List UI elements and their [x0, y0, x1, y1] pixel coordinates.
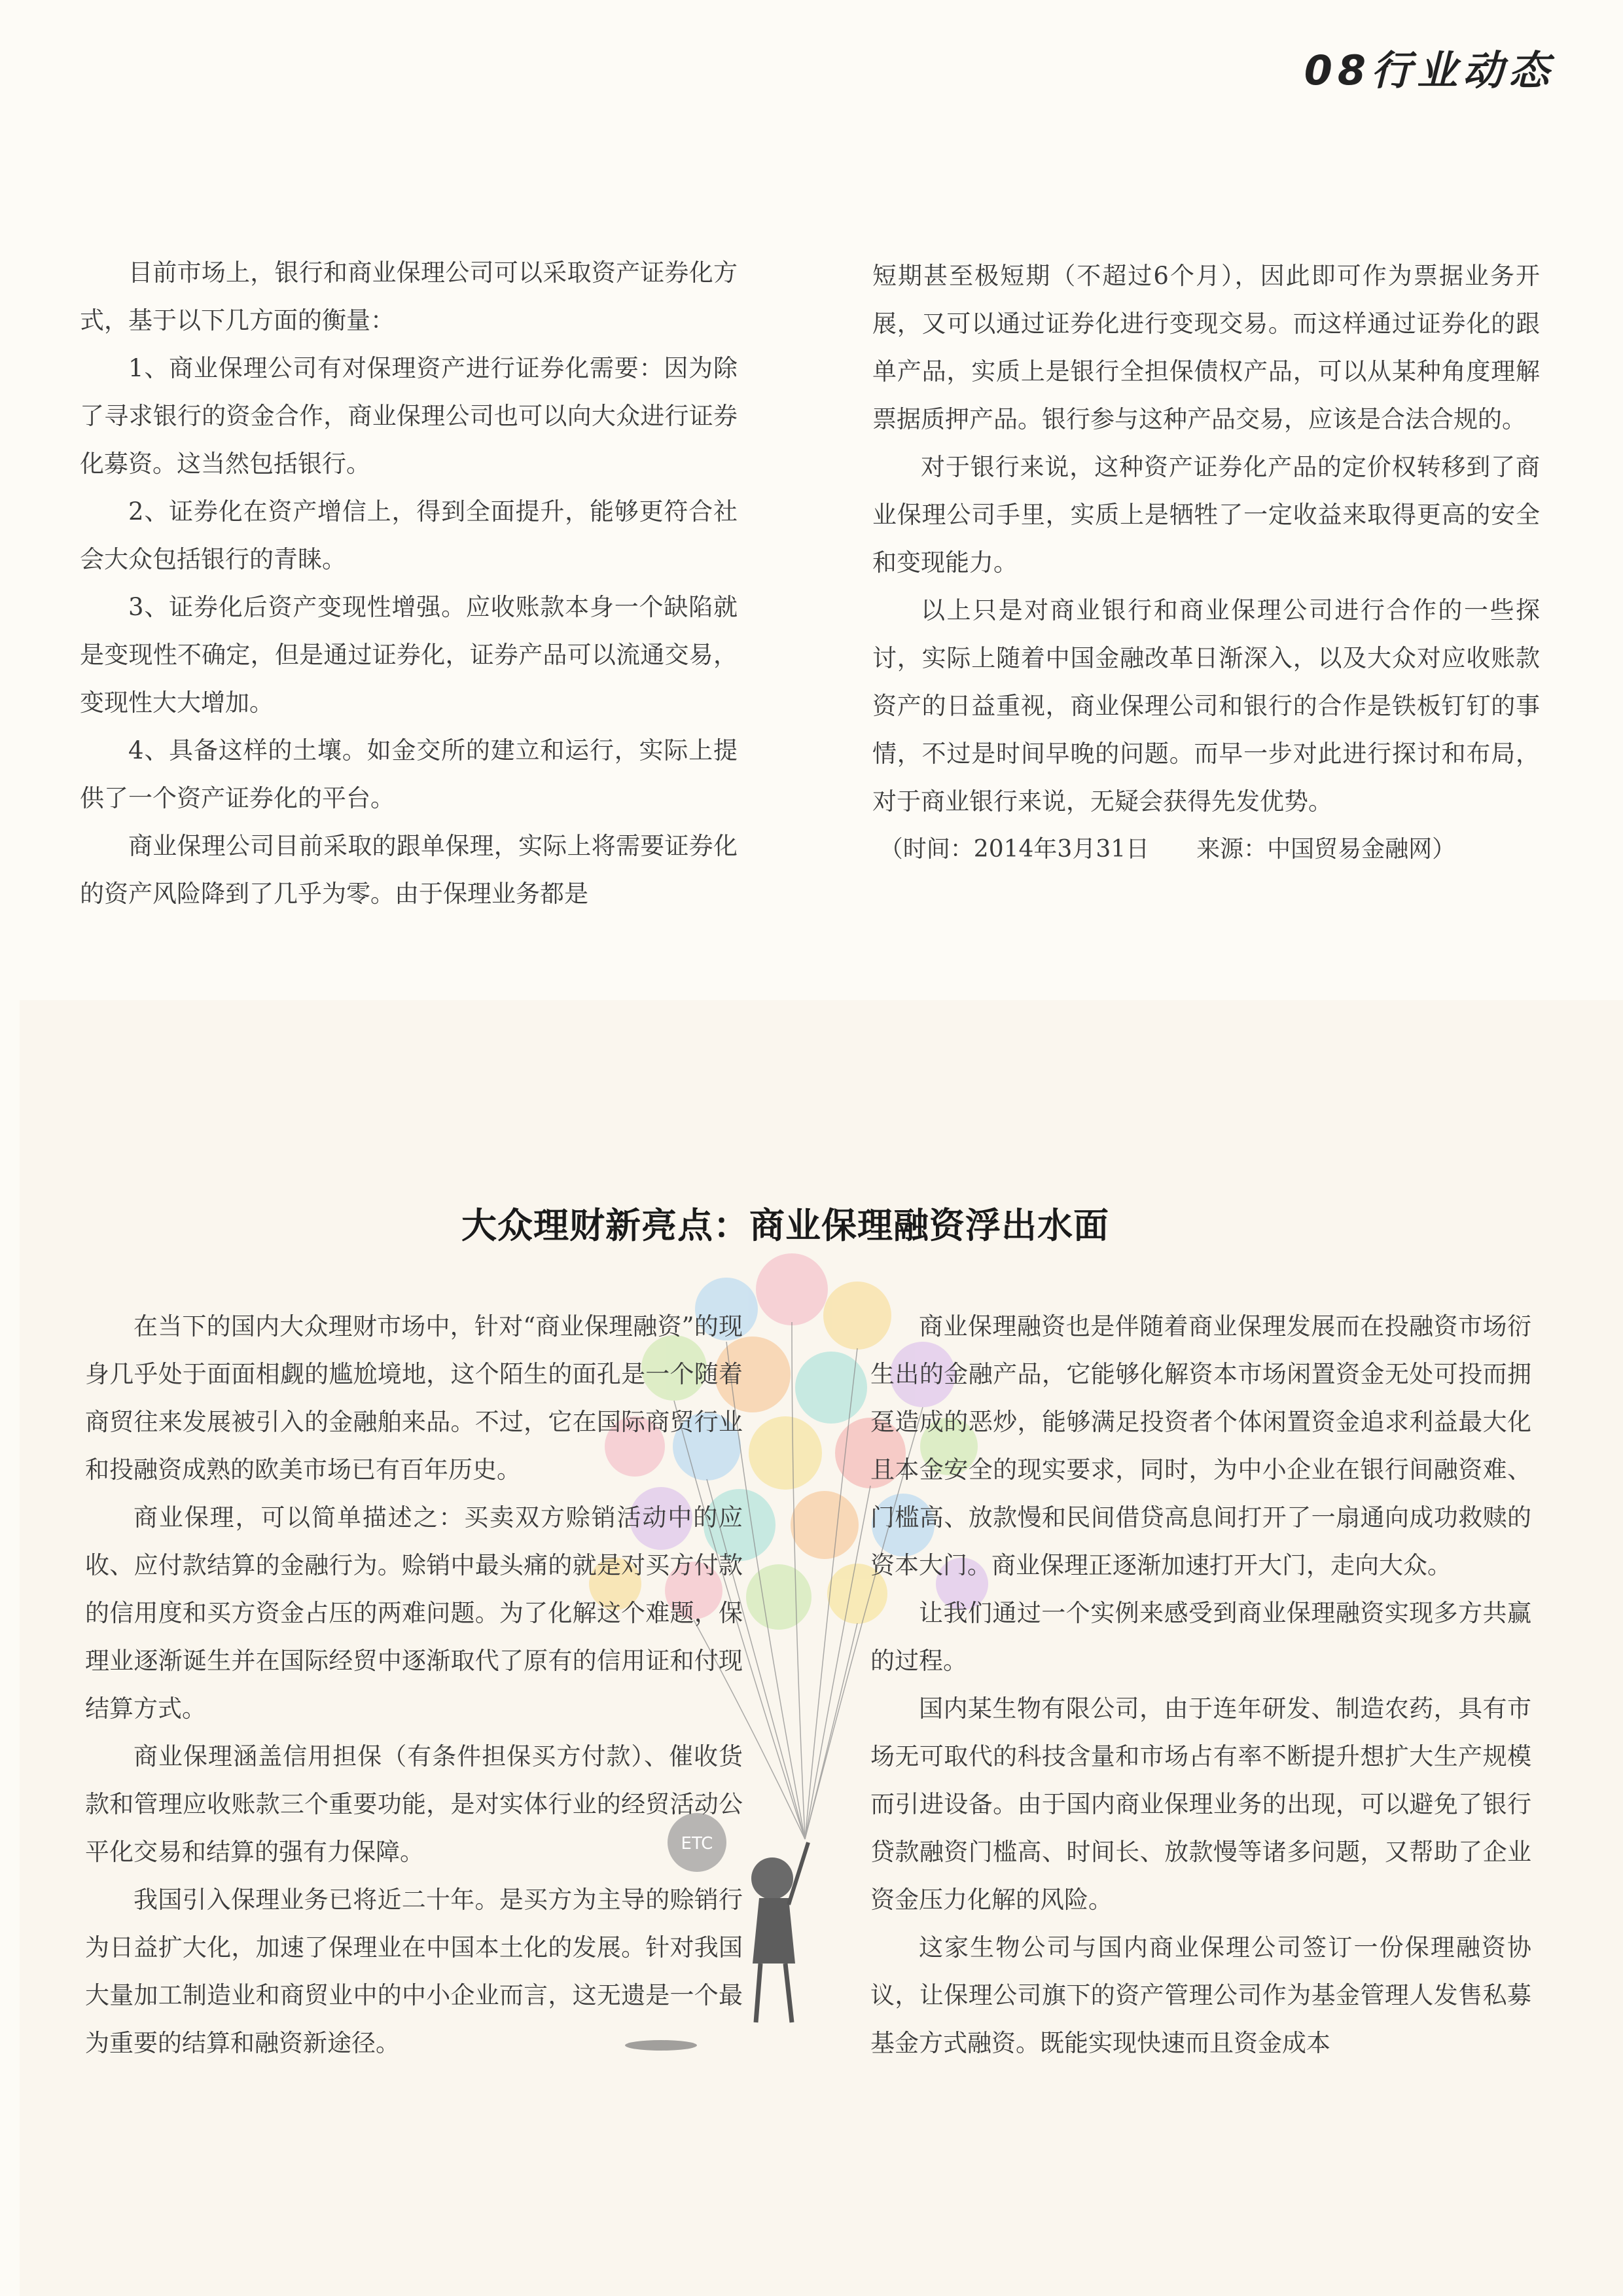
paragraph: 商业保理融资也是伴随着商业保理发展而在投融资市场衍生出的金融产品，它能够化解资本市场闲置资金无处可投而拥趸造成的恶炒，能够满足投资者个体闲置资金追求利益最大化且本金安全的现实要求，同时，为中小企业在银行间融资难、门槛高、放款慢和民间借贷高息间打开了一扇通向成功救赎的资本大门。商业保理正逐渐加速打开大门，走向大众。 [870, 1312, 1531, 1579]
boy-figure [751, 1842, 808, 2022]
section-label: 08行业动态 [1304, 46, 1554, 94]
article-source: （时间：2014年3月31日 来源：中国贸易金融网） [879, 836, 1456, 863]
paragraph: 我国引入保理业务已将近二十年。是买方为主导的赊销行为日益扩大化，加速了保理业在中国本土化的发展。针对我国大量加工制造业和商贸业中的中小企业而言，这无遗是一个最为重要的结算和融资新途径。 [85, 1886, 743, 2057]
paragraph: 对于银行来说，这种资产证券化产品的定价权转移到了商业保理公司手里，实质上是牺牲了一定收益来取得更高的安全和变现能力。 [872, 453, 1540, 577]
paragraph: 2、证券化在资产增信上，得到全面提升，能够更符合社会大众包括银行的青睐。 [80, 497, 738, 573]
paragraph: 让我们通过一个实例来感受到商业保理融资实现多方共赢的过程。 [870, 1599, 1531, 1675]
paragraph: 短期甚至极短期（不超过6个月），因此即可作为票据业务开展，又可以通过证券化进行变现交易。而这样通过证券化的跟单产品，实质上是银行全担保债权产品，可以从某种角度理解票据质押产品。银行参与这种产品交易，应该是合法合规的。 [872, 262, 1540, 433]
article1-column-right [872, 252, 1540, 873]
paragraph: 3、证券化后资产变现性增强。应收账款本身一个缺陷就是变现性不确定，但是通过证券化，证券产品可以流通交易，变现性大大增加。 [80, 593, 738, 717]
article2-column-left [85, 1302, 743, 2067]
paragraph: 商业保理公司目前采取的跟单保理，实际上将需要证券化的资产风险降到了几乎为零。由于保理业务都是 [80, 832, 738, 908]
paragraph: 4、具备这样的土壤。如金交所的建立和运行，实际上提供了一个资产证券化的平台。 [80, 736, 738, 812]
paragraph: 1、商业保理公司有对保理资产进行证券化需要：因为除了寻求银行的资金合作，商业保理公司也可以向大众进行证券化募资。这当然包括银行。 [80, 354, 738, 478]
paragraph: 商业保理涵盖信用担保（有条件担保买方付款）、催收货款和管理应收账款三个重要功能，是对实体行业的经贸活动公平化交易和结算的强有力保障。 [85, 1742, 743, 1866]
paragraph: 这家生物公司与国内商业保理公司签订一份保理融资协议，让保理公司旗下的资产管理公司作为基金管理人发售私募基金方式融资。既能实现快速而且资金成本 [870, 1933, 1531, 2057]
svg-text:ETC: ETC [681, 1834, 713, 1854]
paragraph: 在当下的国内大众理财市场中，针对“商业保理融资”的现身几乎处于面面相觑的尴尬境地，这个陌生的面孔是一个随着商贸往来发展被引入的金融舶来品。不过，它在国际商贸行业和投融资成熟的欧美市场已有百年历史。 [85, 1312, 743, 1484]
article1-column-left [80, 249, 738, 918]
article-title: 大众理财新亮点：商业保理融资浮出水面 [461, 1205, 1109, 1246]
paragraph: 目前市场上，银行和商业保理公司可以采取资产证券化方式，基于以下几方面的衡量： [80, 259, 738, 334]
paragraph: 国内某生物有限公司，由于连年研发、制造农药，具有市场无可取代的科技含量和市场占有率不断提升想扩大生产规模而引进设备。由于国内商业保理业务的出现，可以避免了银行贷款融资门槛高、时间长、放款慢等诸多问题，又帮助了企业资金压力化解的风险。 [870, 1695, 1531, 1914]
article2-column-right [870, 1302, 1531, 2067]
paragraph: 以上只是对商业银行和商业保理公司进行合作的一些探讨，实际上随着中国金融改革日渐深入，以及大众对应收账款资产的日益重视，商业保理公司和银行的合作是铁板钉钉的事情，不过是时间早晚的问题。而早一步对此进行探讨和布局，对于商业银行来说，无疑会获得先发优势。 [872, 596, 1540, 816]
paragraph: 商业保理，可以简单描述之：买卖双方赊销活动中的应收、应付款结算的金融行为。赊销中最头痛的就是对买方付款的信用度和买方资金占压的两难问题。为了化解这个难题，保理业逐渐诞生并在国际经贸中逐渐取代了原有的信用证和付现结算方式。 [85, 1503, 743, 1723]
